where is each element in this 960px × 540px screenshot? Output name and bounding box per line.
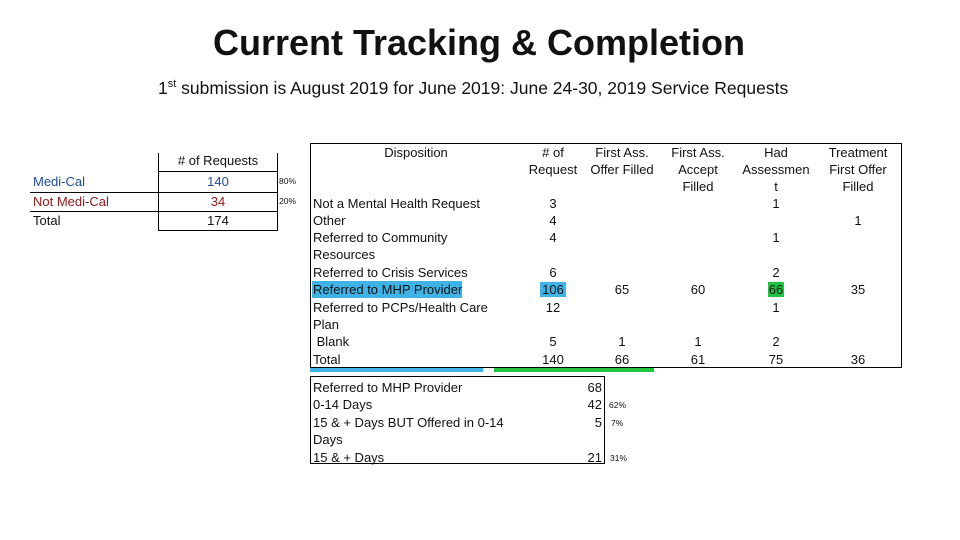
summary-label: Not Medi-Cal: [33, 194, 109, 209]
value-cell: 66: [614, 352, 630, 367]
disposition-row-label-highlighted: Referred to MHP Provider: [313, 282, 463, 297]
summary-label: Total: [33, 213, 61, 228]
value-cell: 5: [549, 334, 557, 349]
page-title: Current Tracking & Completion: [212, 22, 746, 63]
mhp-value: 5: [594, 415, 602, 430]
value-cell: 4: [549, 213, 557, 228]
value-cell: 60: [690, 282, 706, 297]
col-header-requests: # of Request: [528, 145, 578, 177]
value-cell: 4: [549, 230, 557, 245]
disposition-row-label: Total: [313, 352, 341, 367]
disposition-row-label: Plan: [313, 317, 340, 332]
summary-percent: 20%: [279, 196, 297, 206]
value-cell: 3: [549, 196, 557, 211]
summary-row-not-medi-cal: [30, 193, 278, 212]
summary-percent: 80%: [279, 176, 297, 186]
value-cell: 61: [690, 352, 706, 367]
mhp-value: 21: [587, 450, 602, 465]
col-header-had-assessment: Had Assessmen t: [742, 145, 810, 194]
mhp-percent: 7%: [611, 418, 624, 428]
value-cell: 1: [772, 230, 780, 245]
summary-header: # of Requests: [177, 153, 259, 168]
mhp-header-value: 68: [587, 380, 602, 395]
disposition-row-label: Resources: [313, 247, 376, 262]
value-cell: 35: [850, 282, 866, 297]
mhp-percent: 62%: [609, 400, 627, 410]
value-cell: 6: [549, 265, 557, 280]
summary-row-medi-cal: [30, 173, 278, 192]
value-cell: 2: [772, 334, 780, 349]
summary-row-total: [30, 212, 278, 231]
summary-value: 34: [210, 194, 226, 209]
value-cell: 2: [772, 265, 780, 280]
mhp-value: 42: [587, 397, 602, 412]
value-cell: 1: [772, 196, 780, 211]
value-cell-highlighted: 106: [542, 282, 564, 297]
value-cell-highlighted: 66: [768, 282, 784, 297]
disposition-row-label: Not a Mental Health Request: [313, 196, 480, 211]
col-header-first-accept-filled: First Ass. Accept Filled: [671, 145, 725, 194]
mhp-row-label: 15 & + Days BUT Offered in 0-14: [313, 415, 504, 430]
mhp-header: Referred to MHP Provider: [313, 380, 463, 395]
disposition-row-label: Blank: [313, 334, 350, 349]
value-cell: 36: [850, 352, 866, 367]
subtitle: 1st submission is August 2019 for June 2019: June 24-30, 2019 Service Requests: [158, 78, 789, 98]
value-cell: 1: [854, 213, 862, 228]
disposition-row-label: Referred to PCPs/Health Care: [313, 300, 488, 315]
mhp-row-label: Days: [313, 432, 343, 447]
value-cell: 12: [545, 300, 561, 315]
value-cell: 1: [772, 300, 780, 315]
mhp-row-label: 15 & + Days: [313, 450, 385, 465]
col-header-treatment-first-offer: Treatment First Offer Filled: [828, 145, 888, 194]
mhp-percent: 31%: [610, 453, 628, 463]
disposition-row-label: Referred to Crisis Services: [313, 265, 468, 280]
col-header-first-offer-filled: First Ass. Offer Filled: [590, 145, 654, 177]
disposition-row-label: Other: [313, 213, 346, 228]
mhp-row-label: 0-14 Days: [313, 397, 373, 412]
value-cell: 75: [768, 352, 784, 367]
summary-value: 140: [207, 174, 229, 189]
summary-value: 174: [207, 213, 229, 228]
value-cell: 1: [618, 334, 626, 349]
value-cell: 1: [694, 334, 702, 349]
disposition-header: Disposition: [384, 145, 448, 160]
highlight-bar-green: [494, 368, 654, 372]
value-cell: 140: [542, 352, 564, 367]
highlight-bar-blue: [310, 368, 483, 372]
value-cell: 65: [614, 282, 630, 297]
summary-label: Medi-Cal: [33, 174, 86, 189]
disposition-row-label: Referred to Community: [313, 230, 448, 245]
